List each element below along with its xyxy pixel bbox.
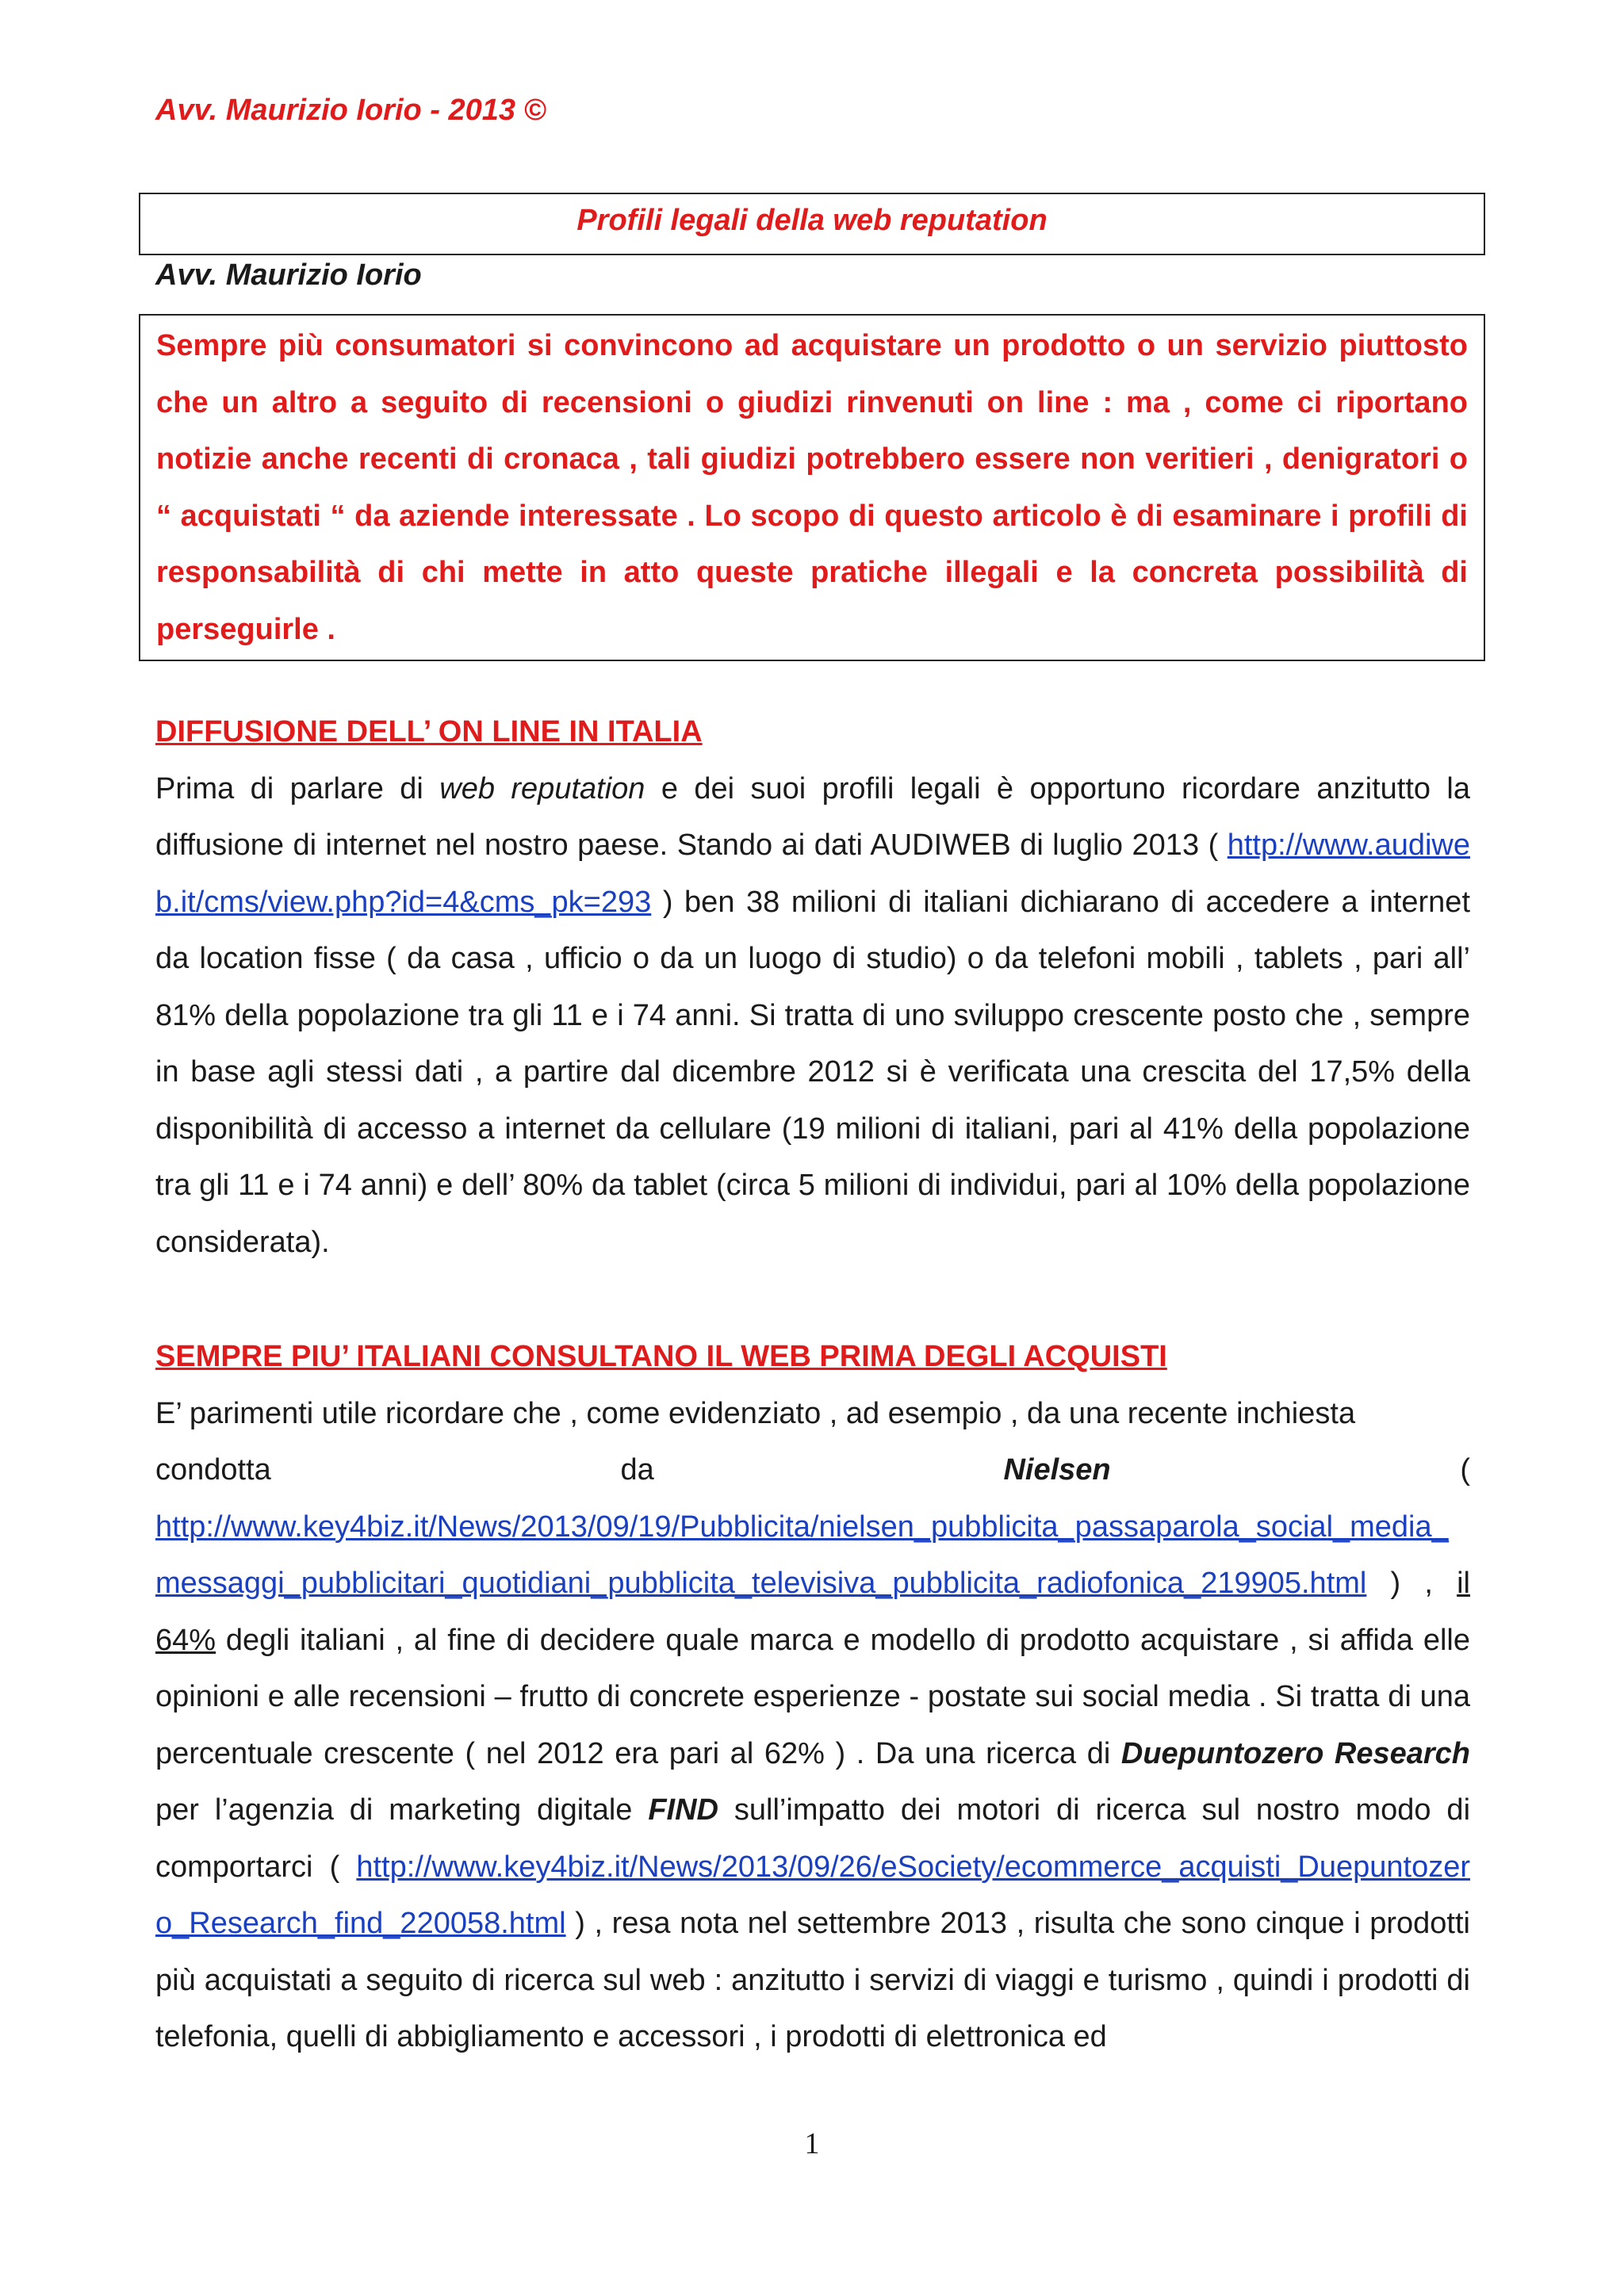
text-run: per l’agenzia di marketing digitale (155, 1793, 649, 1827)
word: da (620, 1453, 654, 1487)
text-run: ) ben 38 milioni di italiani dichiarano di accedere a internet da location fisse ( da casa , ufficio o da un luogo di studio) o da telefoni mobili , tablets , pari all’ 81% della popolazione tra gli 11 e i 74 anni. Si tratta di uno sviluppo crescente posto che , sempre in base agli stessi dati , a partire dal dicembre 2012 si è verificata una crescita del 17,5% della disponibilità di accesso a internet da cellulare (19 milioni di italiani, pari al 41% della popolazione tra gli 11 e i 74 anni) e dell’ 80% da tablet (circa 5 milioni di individui, pari al 10% della popolazione considerata). (155, 885, 1470, 1259)
section-heading-diffusione: DIFFUSIONE DELL’ ON LINE IN ITALIA (155, 715, 703, 748)
word: ( (1460, 1453, 1470, 1487)
word: condotta (155, 1453, 271, 1487)
text-run: degli italiani , al fine di decidere quale marca e modello di prodotto acquistare , si affida elle opinioni e alle recensioni – frutto di concrete esperienze - postate sui social media . Si tratta di una percentuale crescente ( nel 2012 era pari al 62% ) . Da una ricerca di (155, 1623, 1470, 1770)
text-run: e dei suoi profili legali è opportuno ricordare anzitutto la diffusione di internet nel nostro paese. Stando ai dati AUDIWEB di luglio 2013 ( (155, 771, 1470, 862)
abstract-box (139, 314, 1485, 661)
find-name: FIND (648, 1793, 718, 1827)
article-title: Profili legali della web reputation (576, 204, 1048, 237)
section-diffusione (155, 704, 1470, 1271)
paragraph-diffusione (155, 761, 1470, 1272)
page-number: 1 (804, 2127, 820, 2160)
audiweb-link[interactable]: http://www.audiweb.it/cms/view.php?id=4&cms_pk=293 (155, 828, 1470, 919)
text-run: sull’impatto dei motori di ricerca sul nostro modo di comportarci ( (155, 1793, 1471, 1884)
running-header: Avv. Maurizio Iorio - 2013 © (155, 94, 546, 127)
emphasis-web-reputation: web reputation (439, 771, 645, 806)
nielsen-name: Nielsen (1003, 1453, 1111, 1487)
section-consultano (155, 1329, 1470, 2066)
article-title-box (139, 193, 1485, 255)
text-run: Prima di parlare di (155, 771, 440, 806)
text-run: ) , resa nota nel settembre 2013 , risulta che sono cinque i prodotti più acquistati a seguito di ricerca sul web : anzitutto i servizi di viaggi e turismo , quindi i prodotti di telefonia, quelli di abbigliamento e accessori , i prodotti di elettronica ed (155, 1907, 1470, 2053)
key4biz-ecommerce-link[interactable]: http://www.key4biz.it/News/2013/09/26/eSociety/ecommerce_acquisti_Duepuntozero_Research_find_220058.html (155, 1850, 1470, 1940)
section-heading-consultano: SEMPRE PIU’ ITALIANI CONSULTANO IL WEB PRIMA DEGLI ACQUISTI (155, 1340, 1167, 1373)
paragraph-nielsen (155, 1499, 1470, 2066)
paragraph-line: E’ parimenti utile ricordare che , come evidenziato , ad esempio , da una recente inchiesta (155, 1396, 1356, 1430)
duepuntozero-name: Duepuntozero Research (1120, 1736, 1471, 1770)
key4biz-nielsen-link[interactable]: http://www.key4biz.it/News/2013/09/19/Pubblicita/nielsen_pubblicita_passaparola_social_media_messaggi_pubblicitari_quotidiani_pubblicita_televisiva_pubblicita_radiofonica_219905.html (155, 1510, 1449, 1600)
text-run: ) , (1366, 1567, 1457, 1600)
justified-line (155, 1442, 1470, 1499)
underlined-percentage: il 64% (155, 1567, 1470, 1657)
abstract-text: Sempre più consumatori si convincono ad acquistare un prodotto o un servizio piuttosto che un altro a seguito di recensioni o giudizi rinvenuti on line : ma , come ci riportano notizie anche recenti di cronaca , tali giudizi potrebbero essere non veritieri , denigratori o “ acquistati “ da aziende interessate . Lo scopo di questo articolo è di esaminare i profili di responsabilità di chi mette in atto queste pratiche illegali e la concreta possibilità di perseguirle . (156, 329, 1468, 646)
author-name: Avv. Maurizio Iorio (155, 258, 422, 292)
